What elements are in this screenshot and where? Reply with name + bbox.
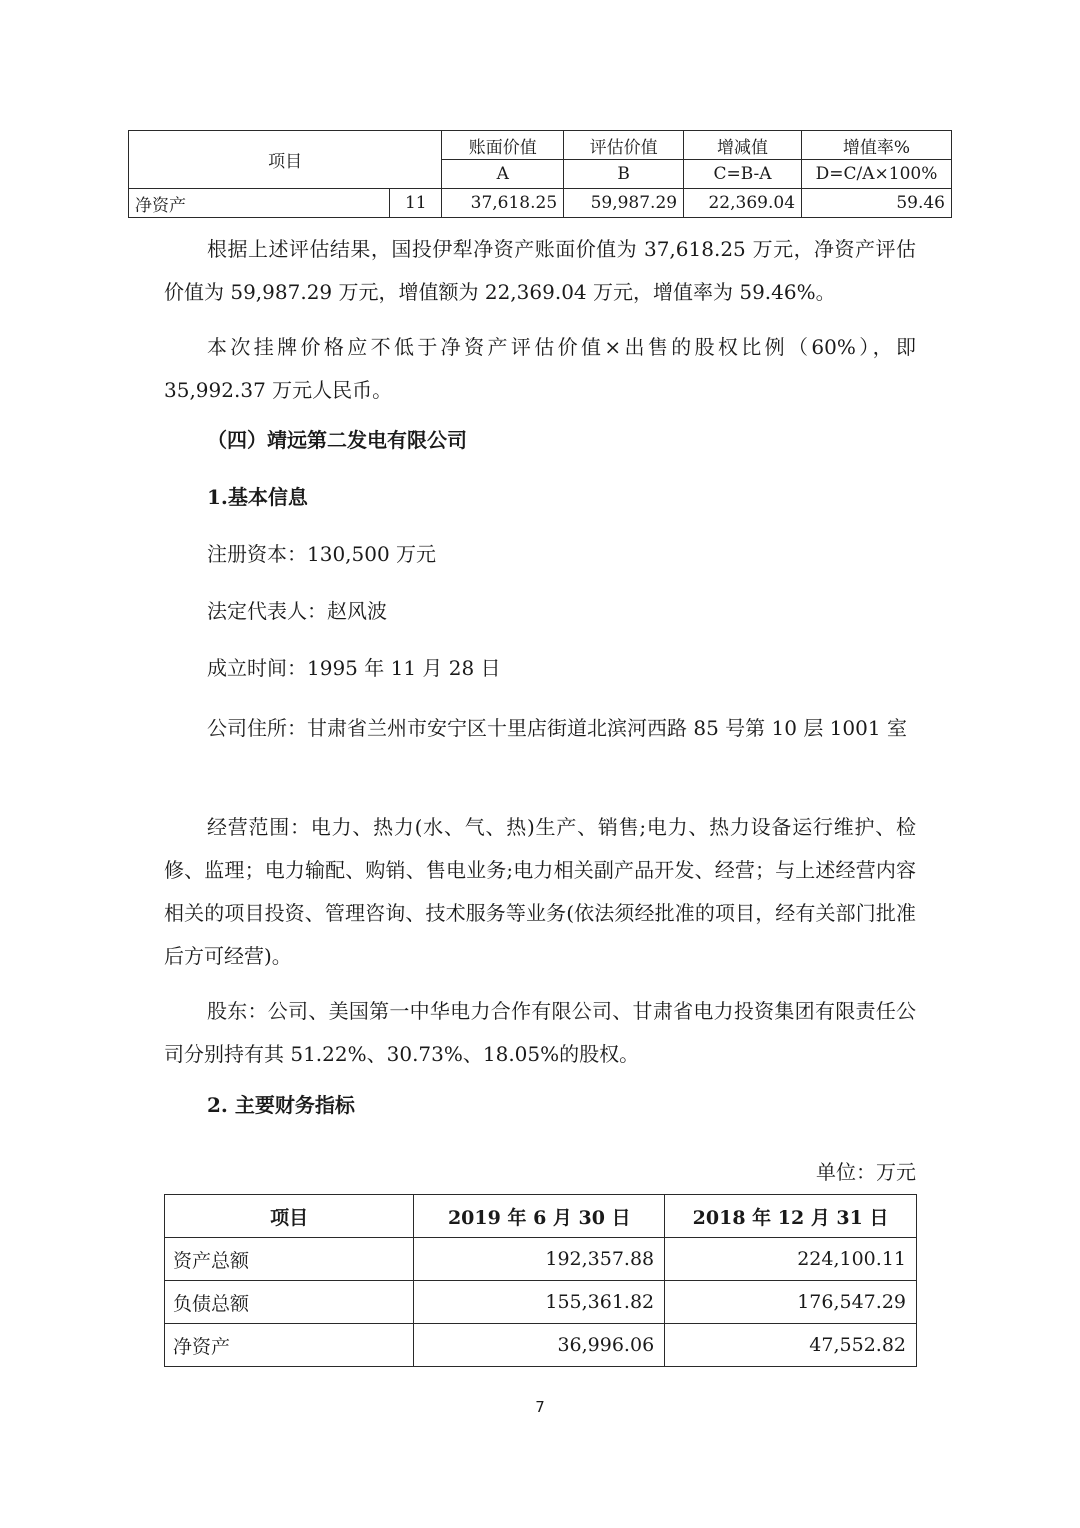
header-book-value: 账面价值 [442,131,564,160]
registered-capital: 注册资本：130,500 万元 [207,542,437,566]
cell-value: 47,552.82 [665,1324,917,1367]
table-row [165,1324,917,1367]
shareholders: 股东：公司、美国第一中华电力合作有限公司、甘肃省电力投资集团有限责任公司分别持有其 51.22%、30.73%、18.05%的股权。 [164,999,916,1066]
row-number: 11 [390,189,442,218]
valuation-table [128,130,952,218]
cell-change: 22,369.04 [684,189,802,218]
business-scope: 经营范围：电力、热力(水、气、热)生产、销售;电力、热力设备运行维护、检修、监理；电力输配、购销、售电业务;电力相关副产品开发、经营；与上述经营内容相关的项目投资、管理咨询、技术服务等业务(依法须经批准的项目，经有关部门批准后方可经营)。 [164,815,916,968]
established-date: 成立时间：1995 年 11 月 28 日 [207,656,501,680]
section-heading-basic-info: 1.基本信息 [207,485,308,509]
section-heading-finance: 2. 主要财务指标 [207,1093,355,1117]
cell-book-value: 37,618.25 [442,189,564,218]
cell-value: 155,361.82 [414,1281,665,1324]
cell-value: 176,547.29 [665,1281,917,1324]
table-row [129,189,952,218]
sub-b: B [564,160,684,189]
header-appraised-value: 评估价值 [564,131,684,160]
financial-table [164,1194,917,1367]
section-heading-company: （四）靖远第二发电有限公司 [207,428,467,452]
header-2018: 2018 年 12 月 31 日 [665,1195,917,1238]
paragraph-valuation-result: 根据上述评估结果，国投伊犁净资产账面价值为 37,618.25 万元，净资产评估价值为 59,987.29 万元，增值额为 22,369.04 万元，增值率为 59.46%。 [164,237,916,304]
cell-value: 36,996.06 [414,1324,665,1367]
cell-rate: 59.46 [802,189,952,218]
header-item: 项目 [165,1195,414,1238]
sub-c: C=B-A [684,160,802,189]
row-label: 净资产 [165,1324,414,1367]
page-number: 7 [535,1398,545,1416]
sub-a: A [442,160,564,189]
cell-value: 192,357.88 [414,1238,665,1281]
header-item: 项目 [129,131,442,189]
table-row [165,1238,917,1281]
cell-value: 224,100.11 [665,1238,917,1281]
paragraph-listing-price: 本次挂牌价格应不低于净资产评估价值×出售的股权比例（60%），即 35,992.37 万元人民币。 [164,335,916,402]
cell-appraised-value: 59,987.29 [564,189,684,218]
header-change: 增减值 [684,131,802,160]
row-label: 净资产 [129,189,390,218]
header-2019: 2019 年 6 月 30 日 [414,1195,665,1238]
unit-label: 单位：万元 [816,1160,916,1184]
table-row [129,131,952,160]
sub-d: D=C/A×100% [802,160,952,189]
table-row [165,1281,917,1324]
row-label: 负债总额 [165,1281,414,1324]
header-rate: 增值率% [802,131,952,160]
company-address: 公司住所：甘肃省兰州市安宁区十里店街道北滨河西路 85 号第 10 层 1001 室 [207,716,907,740]
row-label: 资产总额 [165,1238,414,1281]
table-row [165,1195,917,1238]
legal-representative: 法定代表人：赵风波 [207,599,387,623]
